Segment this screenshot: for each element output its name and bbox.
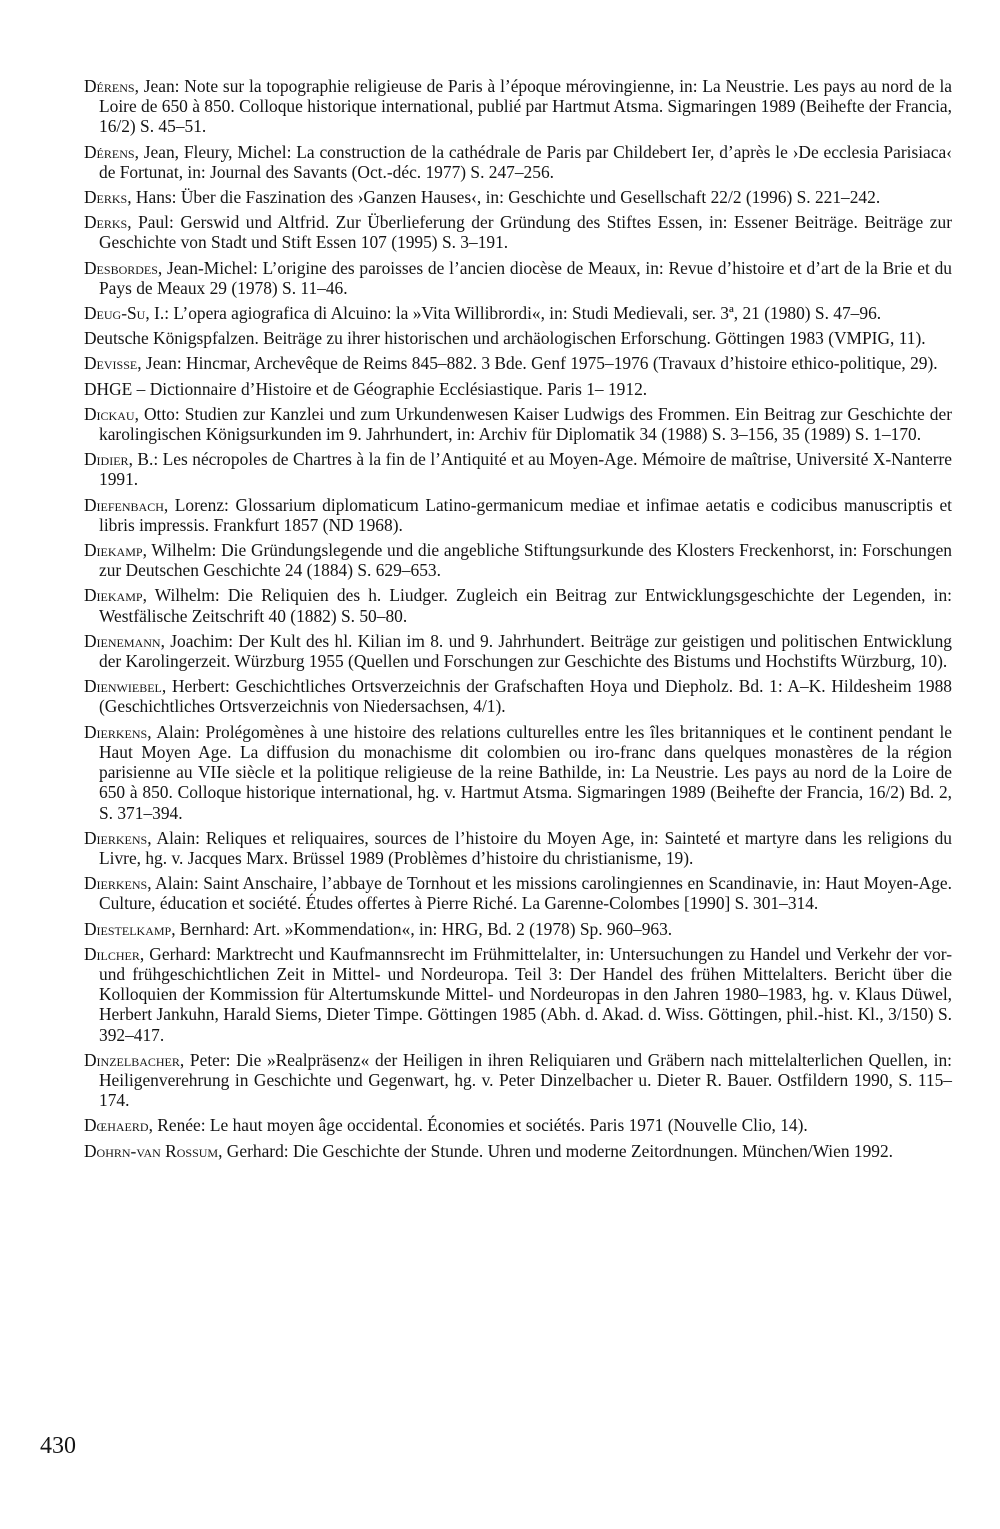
entry-text: , Gerhard: Die Geschichte der Stunde. Uhren und moderne Zeitordnungen. München/Wien 1992. bbox=[218, 1140, 894, 1161]
author-surname: Devisse bbox=[84, 353, 138, 374]
entry-text: , Renée: Le haut moyen âge occidental. Économies et sociétés. Paris 1971 (Nouvelle Clio, 14). bbox=[148, 1115, 808, 1136]
bibliography-entry bbox=[84, 328, 952, 348]
author-surname: Diekamp bbox=[84, 540, 143, 561]
entry-text: , Jean: Note sur la topographie religieuse de Paris à l’époque mérovingienne, in: La Neustrie. Les pays au nord de la Loire de 650 à 850. Colloque historique international, publié par Hartmut Atsma. Sigmaringen 1989 (Beihefte der Francia, 16/2) S. 45–51. bbox=[99, 76, 952, 137]
bibliography-list bbox=[84, 76, 952, 1166]
entry-text: , Gerhard: Marktrecht und Kaufmannsrecht im Frühmittelalter, in: Untersuchungen zu Handel und Verkehr der vor- und frühgeschichtlichen Zeit in Mittel- und Nordeuropa. Teil 3: Der Handel des frühen Mittelalters. Bericht über die Kolloquien der Kommission für Altertumskunde Mittel- und Nordeuropas in den Jahren 1980–1983, hg. v. Klaus Düwel, Herbert Jankuhn, Harald Siems, Dieter Timpe. Göttingen 1985 (Abh. d. Akad. d. Wiss. Göttingen, phil.-hist. Kl., 3/150) S. 392–417. bbox=[99, 943, 952, 1045]
entry-text: , B.: Les nécropoles de Chartres à la fin de l’Antiquité et au Moyen-Age. Mémoire de maîtrise, Université X-Nanterre 1991. bbox=[99, 449, 952, 490]
bibliography-entry bbox=[84, 722, 952, 823]
entry-text: , Peter: Die »Realpräsenz« der Heiligen in ihren Reliquiaren und Gräbern nach mittelalterlichen Quellen, in: Heiligenverehrung in Geschichte und Gegenwart, hg. v. Peter Dinzelbacher u. Dieter R. Bauer. Ostfildern 1990, S. 115–174. bbox=[99, 1049, 952, 1111]
bibliography-entry bbox=[84, 404, 952, 444]
bibliography-entry bbox=[84, 828, 952, 868]
bibliography-entry bbox=[84, 353, 952, 373]
bibliography-entry bbox=[84, 1141, 952, 1161]
author-surname: Derks bbox=[84, 187, 128, 208]
author-surname: Dilcher bbox=[84, 943, 140, 964]
bibliography-entry bbox=[84, 258, 952, 298]
bibliography-entry bbox=[84, 1050, 952, 1111]
bibliography-entry bbox=[84, 540, 952, 580]
author-surname: Diekamp bbox=[84, 585, 143, 606]
author-surname: Diefenbach bbox=[84, 494, 164, 515]
bibliography-entry bbox=[84, 873, 952, 913]
entry-text: , Bernhard: Art. »Kommendation«, in: HRG, Bd. 2 (1978) Sp. 960–963. bbox=[171, 918, 673, 939]
entry-text: , Alain: Prolégomènes à une histoire des relations culturelles entre les îles britanniques et le continent pendant le Haut Moyen Age. La diffusion du monachisme dit colombien ou iro-franc dans quelques monastères de la région parisienne au VIIe siècle et la politique religieuse de la reine Bathilde, in: La Neustrie. Les pays au nord de la Loire de 650 à 850. Colloque historique international, hg. v. Hartmut Atsma. Sigmaringen 1989 (Beihefte der Francia, 16/2) Bd. 2, S. 371–394. bbox=[99, 721, 952, 823]
bibliography-entry bbox=[84, 212, 952, 252]
author-surname: Desbordes bbox=[84, 257, 158, 278]
bibliography-entry bbox=[84, 585, 952, 625]
entry-text: , Alain: Reliques et reliquaires, sources de l’histoire du Moyen Age, in: Sainteté et martyre dans les religions du Livre, hg. v. Jacques Marx. Brüssel 1989 (Problèmes d’histoire du christianisme, 19). bbox=[99, 827, 952, 868]
author-surname: Dienwiebel bbox=[84, 676, 162, 697]
bibliography-entry bbox=[84, 76, 952, 137]
bibliography-entry bbox=[84, 919, 952, 939]
entry-text: , Herbert: Geschichtliches Ortsverzeichnis der Grafschaften Hoya und Diepholz. Bd. 1: A–K. Hildesheim 1988 (Geschichtliches Ortsverzeichnis von Niedersachsen, 4/1). bbox=[99, 676, 952, 717]
bibliography-entry bbox=[84, 631, 952, 671]
bibliography-entry bbox=[84, 449, 952, 489]
entry-text: , Hans: Über die Faszination des ›Ganzen Hauses‹, in: Geschichte und Gesellschaft 22/2 (1996) S. 221–242. bbox=[127, 187, 881, 208]
author-surname: Dohrn-van Rossum bbox=[84, 1140, 219, 1161]
bibliography-entry bbox=[84, 142, 952, 182]
author-surname: Dierkens bbox=[84, 827, 148, 848]
author-surname: Dinzelbacher bbox=[84, 1049, 180, 1070]
bibliography-entry bbox=[84, 1115, 952, 1135]
entry-text: , Wilhelm: Die Reliquien des h. Liudger. Zugleich ein Beitrag zur Entwicklungsgeschichte der Legenden, in: Westfälische Zeitschrift 40 (1882) S. 50–80. bbox=[99, 585, 952, 626]
entry-text: , Jean: Hincmar, Archevêque de Reims 845–882. 3 Bde. Genf 1975–1976 (Travaux d’histoire ethico-politique, 29). bbox=[137, 353, 938, 374]
entry-text: , Wilhelm: Die Gründungslegende und die angebliche Stiftungsurkunde des Klosters Freckenhorst, in: Forschungen zur Deutschen Geschichte 24 (1884) S. 629–653. bbox=[99, 540, 952, 581]
author-surname: Derks bbox=[84, 212, 128, 233]
entry-text: Deutsche Königspfalzen. Beiträge zu ihrer historischen und archäologischen Erforschung. Göttingen 1983 (VMPIG, 11). bbox=[84, 328, 926, 349]
bibliography-entry bbox=[84, 676, 952, 716]
author-surname: Dickau bbox=[84, 403, 135, 424]
page-number: 430 bbox=[40, 1433, 76, 1459]
author-surname: Didier bbox=[84, 449, 129, 470]
entry-text: , Otto: Studien zur Kanzlei und zum Urkundenwesen Kaiser Ludwigs des Frommen. Ein Beitrag zur Geschichte der karolingischen Königsurkunden im 9. Jahrhundert, in: Archiv für Diplomatik 34 (1988) S. 3–156, 35 (1989) S. 1–170. bbox=[99, 403, 952, 445]
entry-text: DHGE – Dictionnaire d’Histoire et de Géographie Ecclésiastique. Paris 1– 1912. bbox=[84, 378, 648, 399]
bibliography-entry bbox=[84, 303, 952, 323]
author-surname: Dérens bbox=[84, 141, 135, 162]
author-surname: Dœhaerd bbox=[84, 1115, 149, 1136]
entry-text: , Alain: Saint Anschaire, l’abbaye de Tornhout et les missions carolingiennes en Scandinavie, in: Haut Moyen-Age. Culture, éducation et société. Études offertes à Pierre Riché. La Garenne-Colombes [1990] S. 301–314. bbox=[99, 873, 952, 914]
entry-text: , I.: L’opera agiografica di Alcuino: la »Vita Willibrordi«, in: Studi Medievali, ser. 3ª, 21 (1980) S. 47–96. bbox=[145, 303, 882, 324]
bibliography-entry bbox=[84, 187, 952, 207]
author-surname: Diestelkamp bbox=[84, 918, 172, 939]
entry-text: , Lorenz: Glossarium diplomaticum Latino-germanicum mediae et infimae aetatis e codicibus manuscriptis et libris impressis. Frankfurt 1857 (ND 1968). bbox=[99, 494, 952, 535]
entry-text: , Joachim: Der Kult des hl. Kilian im 8. und 9. Jahrhundert. Beiträge zur geistigen und politischen Entwicklung der Karolingerzeit. Würzburg 1955 (Quellen und Forschungen zur Geschichte des Bistums und Hochstifts Würzburg, 10). bbox=[99, 630, 952, 672]
bibliography-entry bbox=[84, 495, 952, 535]
entry-text: , Jean-Michel: L’origine des paroisses de l’ancien diocèse de Meaux, in: Revue d’histoire et d’art de la Brie et du Pays de Meaux 29 (1978) S. 11–46. bbox=[99, 257, 952, 298]
bibliography-entry bbox=[84, 379, 952, 399]
author-surname: Dienemann bbox=[84, 630, 161, 651]
author-surname: Dérens bbox=[84, 76, 135, 96]
entry-text: , Jean, Fleury, Michel: La construction de la cathédrale de Paris par Childebert Ier, d’après le ›De ecclesia Parisiaca‹ de Fortunat, in: Journal des Savants (Oct.-déc. 1977) S. 247–256. bbox=[99, 141, 952, 182]
entry-text: , Paul: Gerswid und Altfrid. Zur Überlieferung der Gründung des Stiftes Essen, in: Essener Beiträge. Beiträge zur Geschichte von Stadt und Stift Essen 107 (1995) S. 3–191. bbox=[99, 212, 952, 253]
author-surname: Dierkens bbox=[84, 873, 148, 894]
author-surname: Dierkens bbox=[84, 721, 148, 742]
bibliography-entry bbox=[84, 944, 952, 1045]
author-surname: Deug-Su bbox=[84, 303, 146, 324]
